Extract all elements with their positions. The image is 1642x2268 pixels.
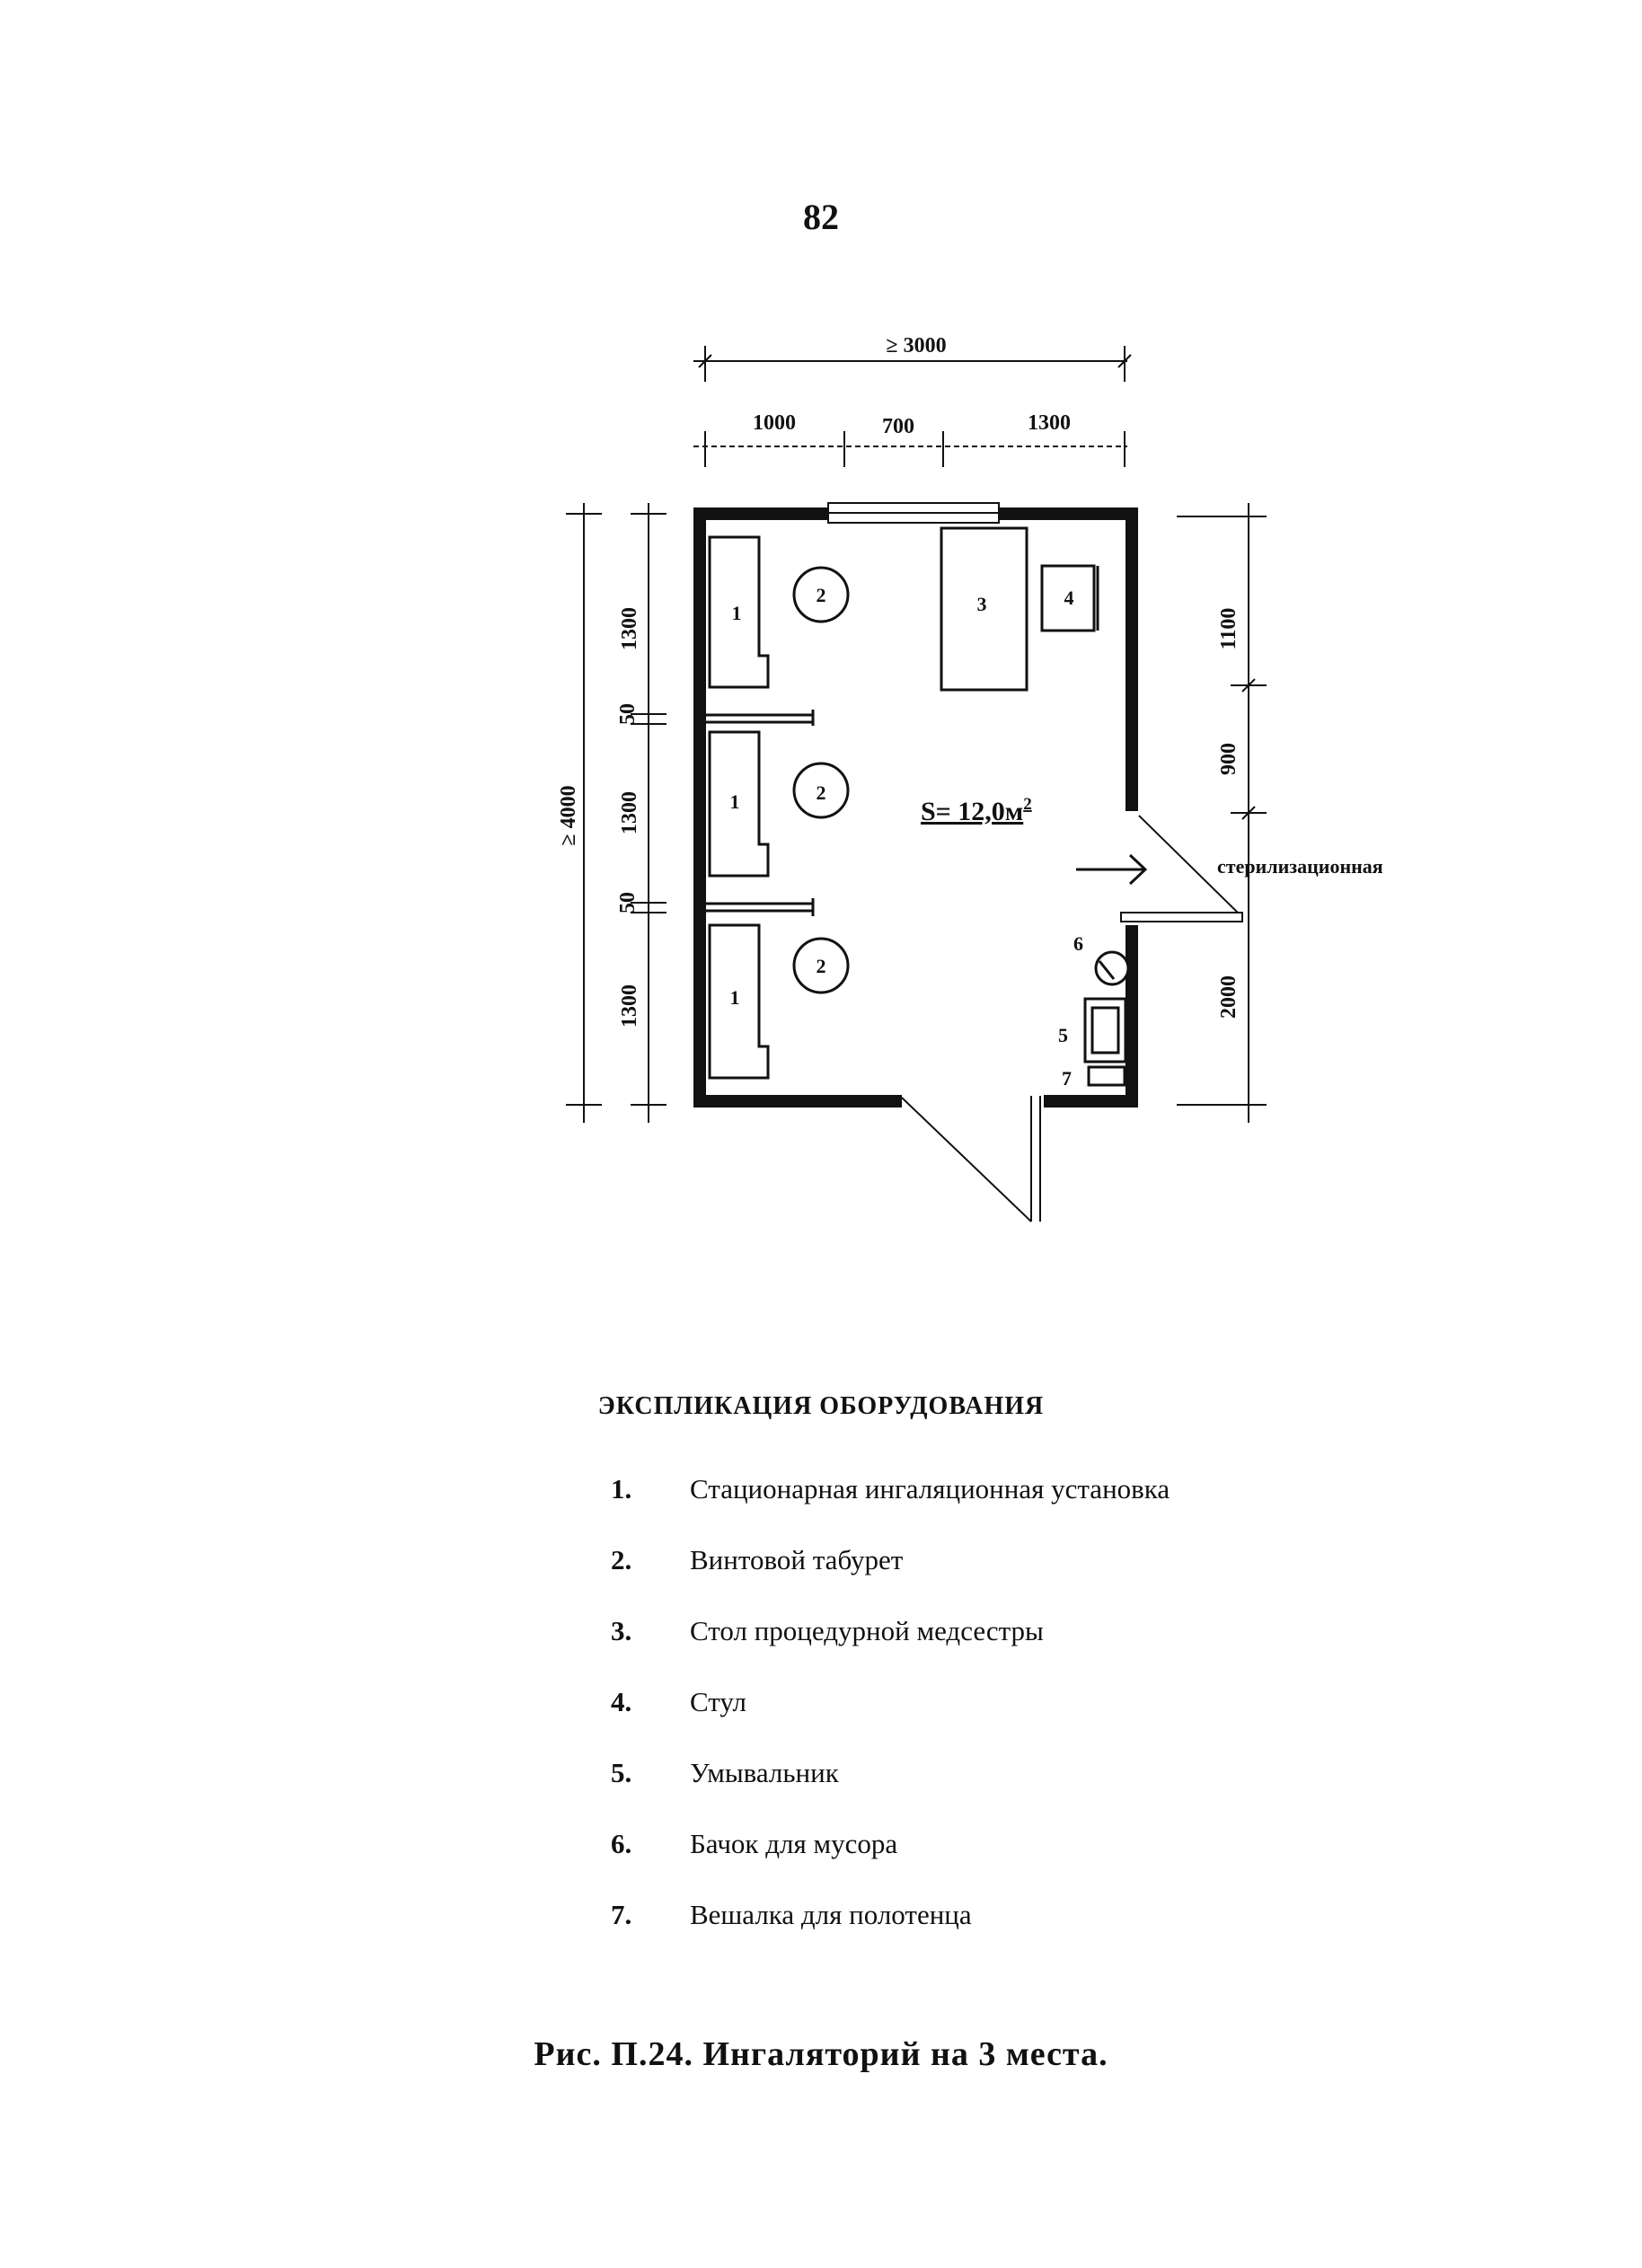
marker-stool-2b: 2 xyxy=(816,781,826,804)
marker-unit-1b: 1 xyxy=(729,790,740,813)
marker-towel-rail-7: 7 xyxy=(1062,1067,1072,1090)
legend-item: 5. Умывальник xyxy=(611,1757,839,1788)
entrance-door xyxy=(902,1096,1040,1222)
right-dimension-lines xyxy=(1177,503,1267,1123)
washbasin xyxy=(1085,999,1126,1062)
legend-item: 2. Винтовой табурет xyxy=(611,1544,904,1575)
dim-right-3: 2000 xyxy=(1217,975,1240,1019)
legend-item: 1. Стационарная ингаляционная установка xyxy=(611,1473,1170,1505)
marker-stool-2a: 2 xyxy=(816,584,826,606)
dim-overall-height: ≥ 4000 xyxy=(557,785,580,846)
legend-item: 3. Стол процедурной медсестры xyxy=(611,1615,1044,1646)
dim-left-3: 1300 xyxy=(618,791,641,834)
dim-left-4: 50 xyxy=(616,892,640,913)
dim-left-2: 50 xyxy=(616,703,640,725)
towel-rail xyxy=(1089,1067,1125,1085)
legend-title: ЭКСПЛИКАЦИЯ ОБОРУДОВАНИЯ xyxy=(597,1392,1045,1420)
equipment-legend xyxy=(611,1473,1509,1970)
entry-arrow xyxy=(1076,855,1145,884)
dim-overall-width: ≥ 3000 xyxy=(886,334,947,357)
legend-item: 7. Вешалка для полотенца xyxy=(611,1899,972,1930)
adjacent-room-label: стерилизационная xyxy=(1217,855,1383,878)
dim-right-1: 1100 xyxy=(1217,607,1240,650)
left-dimension-lines xyxy=(566,503,667,1123)
area-label: $S= 12,0м^2$ xyxy=(921,795,1032,826)
marker-unit-1c: 1 xyxy=(729,986,740,1009)
window xyxy=(828,503,999,523)
legend-item: 6. Бачок для мусора xyxy=(611,1828,898,1859)
figure-caption: Рис. П.24. Ингаляторий на 3 места. xyxy=(534,2035,1108,2073)
dim-top-1: 1000 xyxy=(753,411,796,435)
marker-bin-6: 6 xyxy=(1073,932,1083,955)
dim-left-1: 1300 xyxy=(618,607,641,650)
top-dimension-lines xyxy=(693,346,1131,467)
legend-item: 4. Стул xyxy=(611,1686,747,1717)
marker-unit-1a: 1 xyxy=(731,602,742,624)
dim-top-3: 1300 xyxy=(1028,411,1071,435)
dim-right-2: 900 xyxy=(1217,743,1240,775)
waste-bin xyxy=(1096,952,1128,984)
stools xyxy=(794,568,848,993)
marker-table-3: 3 xyxy=(976,593,987,615)
dim-left-5: 1300 xyxy=(618,984,641,1028)
marker-washbasin-5: 5 xyxy=(1058,1024,1068,1046)
marker-stool-2c: 2 xyxy=(816,955,826,977)
page-number: 82 xyxy=(803,197,839,237)
dim-top-2: 700 xyxy=(882,415,914,438)
marker-chair-4: 4 xyxy=(1064,587,1074,609)
